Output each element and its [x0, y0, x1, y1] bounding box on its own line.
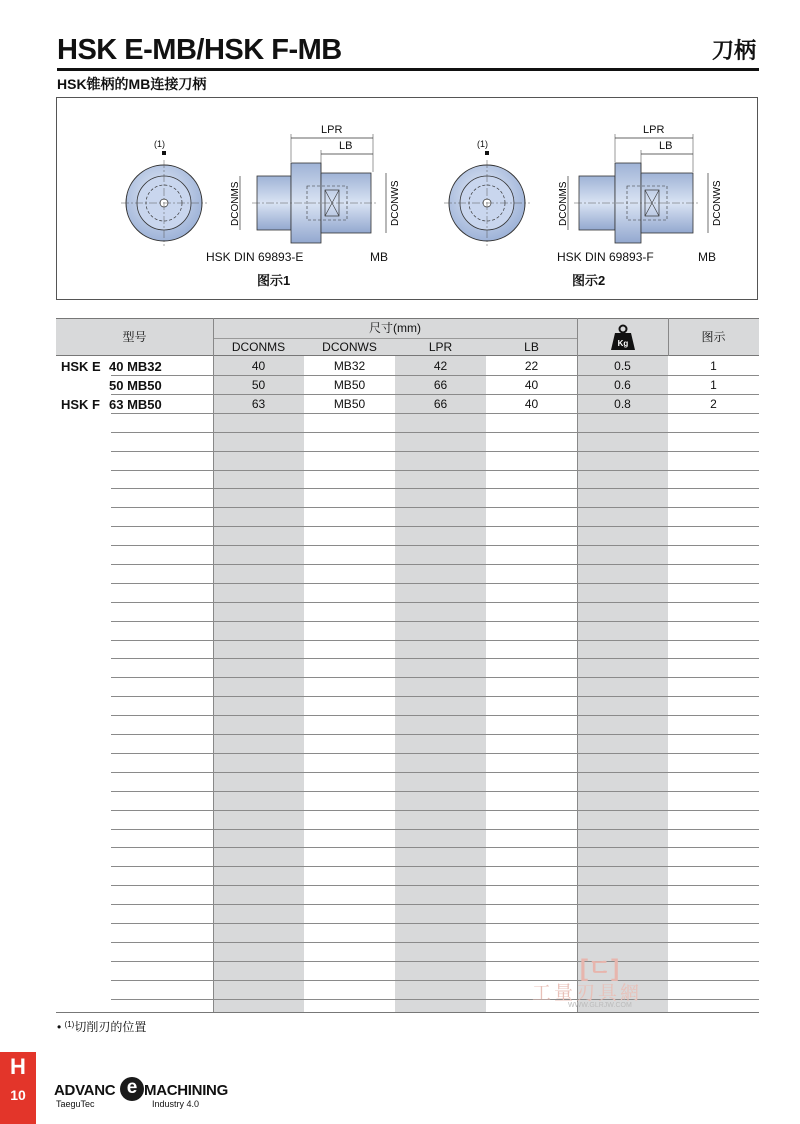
- weight-icon-label: Kg: [617, 339, 629, 348]
- fig1-end-view: [121, 151, 207, 246]
- row2-lpr: 66: [433, 378, 448, 392]
- row-separator: [111, 885, 759, 886]
- row-separator: [111, 847, 759, 848]
- row1-lb: 22: [524, 359, 539, 373]
- watermark-text: 工量刃具網: [532, 983, 643, 1004]
- row2-figure: 1: [710, 378, 717, 392]
- row2-dconws: MB50: [333, 378, 366, 392]
- row3-dconws: MB50: [333, 397, 366, 411]
- section-tab: [0, 1052, 36, 1124]
- category-label: 刀柄: [711, 38, 756, 63]
- brand-industry: Industry 4.0: [152, 1099, 200, 1109]
- row-separator: [111, 621, 759, 622]
- brand-company: TaeguTec: [56, 1099, 95, 1109]
- row-separator: [111, 470, 759, 471]
- row-separator: [111, 696, 759, 697]
- brand-machining: MACHINING: [144, 1082, 228, 1099]
- fig1-dconms-label: DCONMS: [230, 181, 241, 226]
- shade-col-dconms: [213, 356, 304, 1013]
- row2-model: 50 MB50: [109, 378, 162, 393]
- fig2-caption-left: HSK DIN 69893-F: [557, 250, 654, 264]
- fig2-end-view: [444, 151, 530, 246]
- row2-lb: 40: [524, 378, 539, 392]
- header-model: 型号: [122, 330, 147, 344]
- shade-col-weight: [577, 356, 668, 1013]
- row3-lb: 40: [524, 397, 539, 411]
- row-separator: [111, 432, 759, 433]
- row-separator: [111, 413, 759, 414]
- row1-dconms: 40: [251, 359, 266, 373]
- row2-weight: 0.6: [614, 378, 631, 392]
- row-separator: [111, 791, 759, 792]
- row-separator: [111, 677, 759, 678]
- row1-weight: 0.5: [614, 359, 631, 373]
- row2-dconms: 50: [251, 378, 266, 392]
- shade-col-lpr: [395, 356, 486, 1013]
- brand-advance: ADVANC: [54, 1082, 116, 1099]
- header-dconms: DCONMS: [231, 340, 286, 354]
- dimension-subheader-line: [213, 338, 577, 339]
- row-separator: [111, 394, 759, 395]
- fig1-lpr-label: LPR: [321, 124, 343, 136]
- row-separator: [111, 507, 759, 508]
- fig1-side-view: [240, 134, 386, 243]
- page-title: HSK E-MB/HSK F-MB: [57, 34, 342, 66]
- row-separator: [111, 734, 759, 735]
- row3-lpr: 66: [433, 397, 448, 411]
- page-number: 10: [10, 1087, 26, 1103]
- row1-group: HSK E: [61, 359, 101, 374]
- fig2-lb-label: LB: [659, 140, 673, 152]
- title-divider: [57, 68, 759, 71]
- watermark-logo: [ㄷ]: [580, 955, 620, 982]
- header-lpr: LPR: [428, 340, 453, 354]
- row-separator: [111, 640, 759, 641]
- row-separator: [111, 564, 759, 565]
- brand-logo: [54, 1077, 228, 1112]
- row-separator: [111, 658, 759, 659]
- row-separator: [111, 545, 759, 546]
- fig2-footnote-mark: (1): [477, 139, 488, 149]
- row3-dconms: 63: [251, 397, 266, 411]
- figure-box: [56, 97, 758, 300]
- footnote: [57, 1018, 146, 1034]
- fig1-caption-right: MB: [370, 250, 388, 264]
- brand-e-icon: e: [120, 1077, 144, 1101]
- row-separator: [111, 866, 759, 867]
- table-top-border: [56, 318, 759, 319]
- fig2-dconws-label: DCONWS: [712, 180, 723, 226]
- row-separator: [111, 829, 759, 830]
- row-separator: [111, 583, 759, 584]
- row3-figure: 2: [710, 397, 717, 411]
- row3-group: HSK F: [61, 397, 100, 412]
- row3-weight: 0.8: [614, 397, 631, 411]
- footnote-mark: (1): [64, 1020, 75, 1029]
- row-separator: [111, 810, 759, 811]
- footnote-bullet: •: [57, 1020, 62, 1034]
- row-separator: [111, 526, 759, 527]
- row3-model: 63 MB50: [109, 397, 162, 412]
- row-separator: [111, 772, 759, 773]
- fig2-lpr-label: LPR: [643, 124, 665, 136]
- section-letter: H: [10, 1054, 26, 1079]
- fig2-side-view: [568, 134, 708, 243]
- fig1-footnote-mark: (1): [154, 139, 165, 149]
- fig1-caption-left: HSK DIN 69893-E: [206, 250, 304, 264]
- watermark: [532, 948, 672, 1008]
- row-separator: [111, 602, 759, 603]
- header-bottom-border: [56, 355, 759, 356]
- watermark-url: WWW.GLRJW.COM: [568, 1002, 632, 1009]
- row-separator: [111, 923, 759, 924]
- row-separator: [111, 753, 759, 754]
- row1-model: 40 MB32: [109, 359, 162, 374]
- row1-dconws: MB32: [333, 359, 366, 373]
- footnote-text: 切削刃的位置: [74, 1020, 147, 1034]
- row1-figure: 1: [710, 359, 717, 373]
- fig1-dconws-label: DCONWS: [390, 180, 401, 226]
- row1-lpr: 42: [433, 359, 448, 373]
- row-separator: [111, 451, 759, 452]
- specification-table: [56, 318, 759, 1013]
- header-lb: LB: [524, 340, 539, 354]
- header-dconws: DCONWS: [322, 340, 377, 354]
- fig1-lb-label: LB: [339, 140, 353, 152]
- header-figure: 图示: [701, 330, 726, 344]
- page-subtitle: HSK锥柄的MB连接刀柄: [57, 76, 207, 92]
- col-divider-1: [213, 318, 214, 1013]
- header-dimensions: 尺寸(mm): [369, 321, 421, 335]
- weight-icon: [611, 324, 635, 350]
- fig1-title: 图示1: [257, 273, 291, 288]
- row-separator: [111, 942, 759, 943]
- fig2-title: 图示2: [572, 273, 606, 288]
- row-separator: [111, 904, 759, 905]
- row-separator: [111, 715, 759, 716]
- fig2-dconms-label: DCONMS: [558, 181, 569, 226]
- col-divider-2: [577, 318, 578, 1013]
- fig2-caption-right: MB: [698, 250, 716, 264]
- table-bottom-border: [56, 1012, 759, 1013]
- row-separator: [111, 488, 759, 489]
- row-separator: [111, 375, 759, 376]
